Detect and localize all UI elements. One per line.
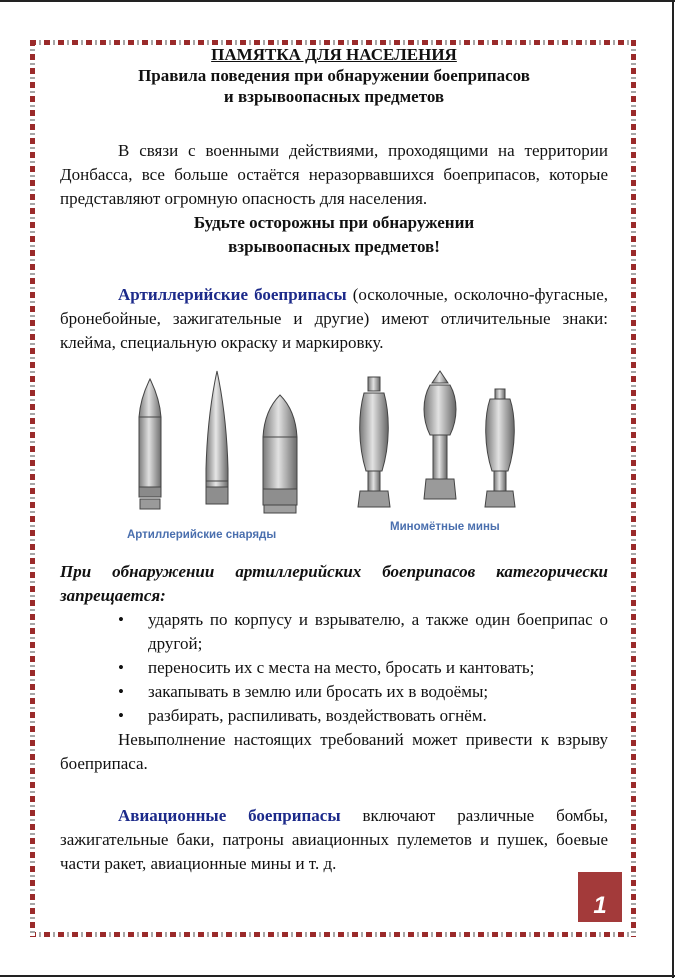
list-item: • ударять по корпусу и взрывателю, а также один боеприпас о другой; [118, 610, 608, 653]
frame-right [631, 40, 636, 937]
artillery-shell-1-icon [130, 377, 170, 517]
prohibited-heading: При обнаружении артиллерийских боеприпасов категорически запрещается: [60, 562, 608, 605]
munitions-illustration [60, 369, 608, 544]
intro-paragraph: В связи с военными действиями, проходящими на территории Донбасса, все больше остаётся неразорвавшихся боеприпасов, которые представляют огромную опасность для населения. [60, 141, 608, 208]
right-rule [672, 0, 674, 978]
consequence-paragraph: Невыполнение настоящих требований может привести к взрыву боеприпаса. [60, 730, 608, 773]
mortar-mine-1-icon [356, 375, 392, 515]
prohibited-list [118, 608, 608, 728]
subtitle-line-1: Правила поведения при обнаружении боеприпасов [138, 66, 530, 85]
bullet-icon: • [118, 706, 124, 725]
bottom-rule [0, 975, 675, 977]
frame-left [30, 40, 35, 937]
mortar-mine-2-icon [420, 369, 460, 509]
top-rule [0, 0, 675, 2]
aviation-paragraph [60, 804, 608, 876]
page-number-badge [578, 872, 622, 922]
frame-bottom [30, 932, 636, 937]
bullet-icon: • [118, 610, 124, 629]
artillery-shell-3-icon [258, 393, 302, 517]
subtitle-line-2: и взрывоопасных предметов [223, 87, 445, 106]
artillery-shell-2-icon [195, 369, 239, 519]
aviation-term: Авиационные боеприпасы [118, 806, 341, 825]
page-title: ПАМЯТКА ДЛЯ НАСЕЛЕНИЯ [211, 45, 457, 64]
aviation-description: включают различные бомбы, зажигательные баки, патроны авиационных пулеметов и пушек, боевые части ракет, авиационные мины и т. д. [60, 806, 608, 873]
list-item: • разбирать, распиливать, воздействовать огнём. [118, 704, 608, 728]
artillery-description: (осколочные, осколочно-фугасные, бронебойные, зажигательные и другие) имеют отличительные знаки: клейма, специальную окраску и маркировку. [60, 285, 608, 352]
mortar-mine-3-icon [482, 387, 518, 511]
artillery-paragraph [60, 283, 608, 355]
bullet-icon: • [118, 658, 124, 677]
warning-line-1: Будьте осторожны при обнаружении [193, 213, 475, 232]
artillery-term: Артиллерийские боеприпасы [118, 285, 347, 304]
caption-artillery-shells: Артиллерийские снаряды [127, 529, 277, 541]
leaflet-content [60, 45, 608, 876]
bullet-icon: • [118, 682, 124, 701]
caption-mortar-mines: Миномётные мины [390, 521, 500, 533]
list-item: • закапывать в землю или бросать их в водоёмы; [118, 680, 608, 704]
page-number: 1 [593, 892, 607, 919]
list-item: • переносить их с места на место, бросать и кантовать; [118, 656, 608, 680]
warning-line-2: взрывоопасных предметов! [228, 237, 440, 256]
